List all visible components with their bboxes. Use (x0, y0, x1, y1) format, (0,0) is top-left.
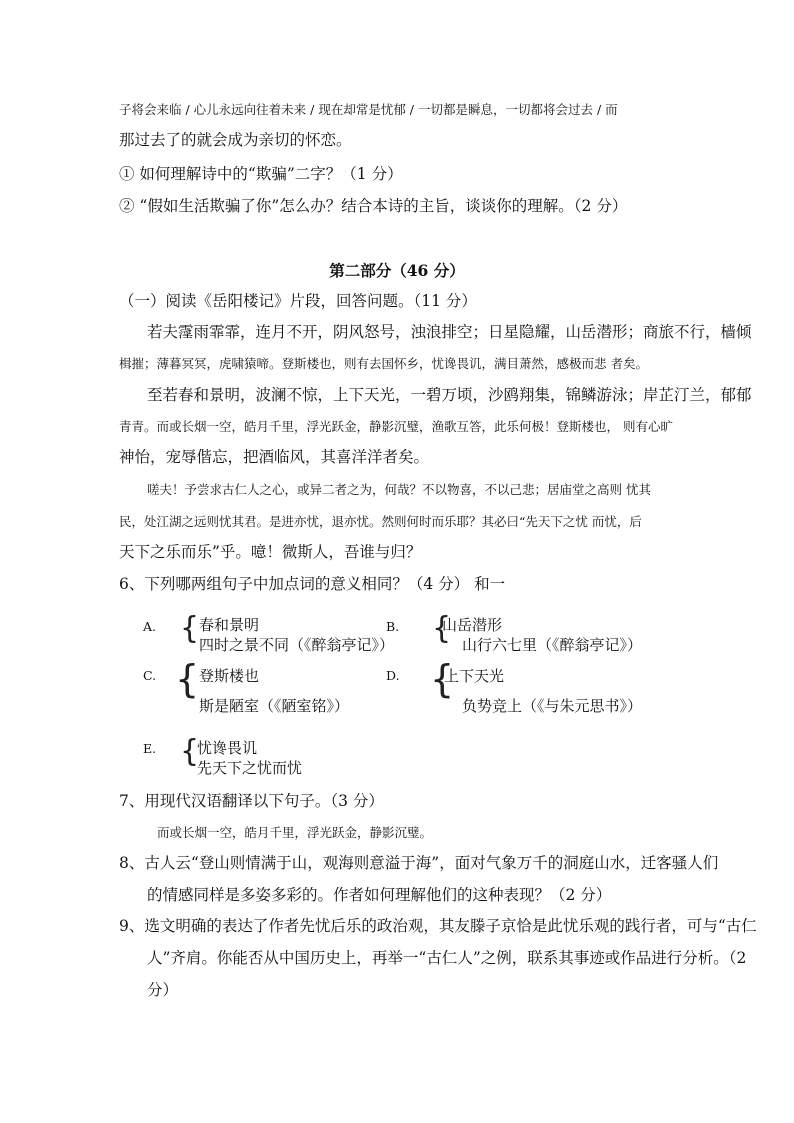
option-d-line1: 上下天光 (444, 667, 505, 685)
option-d-line2: 负势竞上（《与朱元思书》） (462, 697, 643, 715)
passage-p3-line3: 天下之乐而乐”乎。噫！微斯人，吾谁与归？ (119, 543, 422, 561)
option-a-letter: A. (143, 619, 157, 634)
question-2: ② “假如生活欺骗了你”怎么办？结合本诗的主旨，谈谈你的理解。（2 分） (119, 197, 628, 215)
question-1: ① 如何理解诗中的“欺骗”二字？（1 分） (119, 165, 403, 183)
option-e-letter: E. (143, 741, 157, 756)
passage-p1-line2: 楫摧；薄暮冥冥，虎啸猿啼。登斯楼也，则有去国怀乡，忧谗畏讥，满目萧然，感极而悲 者矣。 (119, 356, 648, 371)
option-e-line1: 忧谗畏讥 (197, 739, 258, 757)
option-b-brace: { (432, 611, 452, 646)
part-2-title: 第二部分（46 分） (329, 261, 465, 280)
option-c-line1: 登斯楼也 (199, 667, 260, 685)
passage-p2-line3: 神怡，宠辱偕忘，把酒临风，其喜洋洋者矣。 (119, 448, 430, 466)
question-9-line3: 分） (147, 981, 179, 999)
option-a-line2: 四时之景不同（《醉翁亭记》） (199, 636, 395, 654)
option-e-line2: 先天下之忧而忧 (197, 759, 303, 777)
option-a-line1: 春和景明 (199, 616, 260, 634)
question-7-sentence: 而或长烟一空，皓月千里，浮光跃金，静影沉璧。 (157, 825, 433, 840)
option-d-letter: D. (386, 668, 400, 683)
option-b-letter: B. (386, 619, 400, 634)
question-8-line2: 的情感同样是多姿多彩的。作者如何理解他们的这种表现？（2 分） (147, 886, 612, 904)
question-8-line1: 8、古人云“登山则情满于山，观海则意溢于海”，面对气象万千的洞庭山水，迁客骚人们 (119, 854, 719, 872)
option-c-letter: C. (143, 668, 157, 683)
passage-p2-line1: 至若春和景明，波澜不惊，上下天光，一碧万顷，沙鸥翔集，锦鳞游泳；岸芷汀兰，郁郁 (147, 386, 752, 404)
question-6-stem: 6、下列哪两组句子中加点词的意义相同？（4 分） 和一 (119, 575, 506, 593)
passage-p3-line2: 民，处江湖之远则忧其君。是进亦忧，退亦忧。然则何时而乐耶？其必曰“先天下之忧 而忧，后 (119, 514, 642, 529)
option-a-brace: { (180, 611, 200, 646)
section-heading: （一）阅读《岳阳楼记》片段，回答问题。（11 分） (119, 292, 477, 310)
passage-p2-line2: 青青。而或长烟一空，皓月千里，浮光跃金，静影沉璧，渔歌互答，此乐何极！登斯楼也， 则有心旷 (119, 419, 673, 434)
passage-p3-line1: 嗟夫！予尝求古仁人之心，或异二者之为，何哉？不以物喜，不以己悲；居庙堂之高则 忧其 (147, 482, 651, 497)
option-b-line1: 山岳潜形 (442, 616, 503, 634)
option-c-line2: 斯是陋室（《陋室铭》） (199, 697, 350, 715)
option-e-brace: { (180, 734, 200, 769)
passage-p1-line1: 若夫霪雨霏霏，连月不开，阴风怒号，浊浪排空；日星隐耀，山岳潜形；商旅不行，樯倾 (147, 323, 752, 341)
poem-line-2: 那过去了的就会成为亲切的怀恋。 (119, 131, 352, 149)
option-b-line2: 山行六七里（《醉翁亭记》） (462, 636, 643, 654)
question-9-line1: 9、选文明确的表达了作者先忧后乐的政治观，其友滕子京恰是此忧乐观的践行者，可与“古仁 (119, 917, 757, 935)
poem-line-1: 子将会来临 / 心儿永远向往着未来 / 现在却常是忧郁 / 一切都是瞬息，一切都将会过去 / 而 (119, 102, 618, 117)
question-9-line2: 人”齐肩。你能否从中国历史上，再举一“古仁人”之例，联系其事迹或作品进行分析。（2 (147, 949, 747, 967)
question-7-stem: 7、用现代汉语翻译以下句子。（3 分） (119, 792, 384, 810)
option-c-brace: { (175, 657, 200, 701)
option-d-brace: { (430, 657, 455, 701)
